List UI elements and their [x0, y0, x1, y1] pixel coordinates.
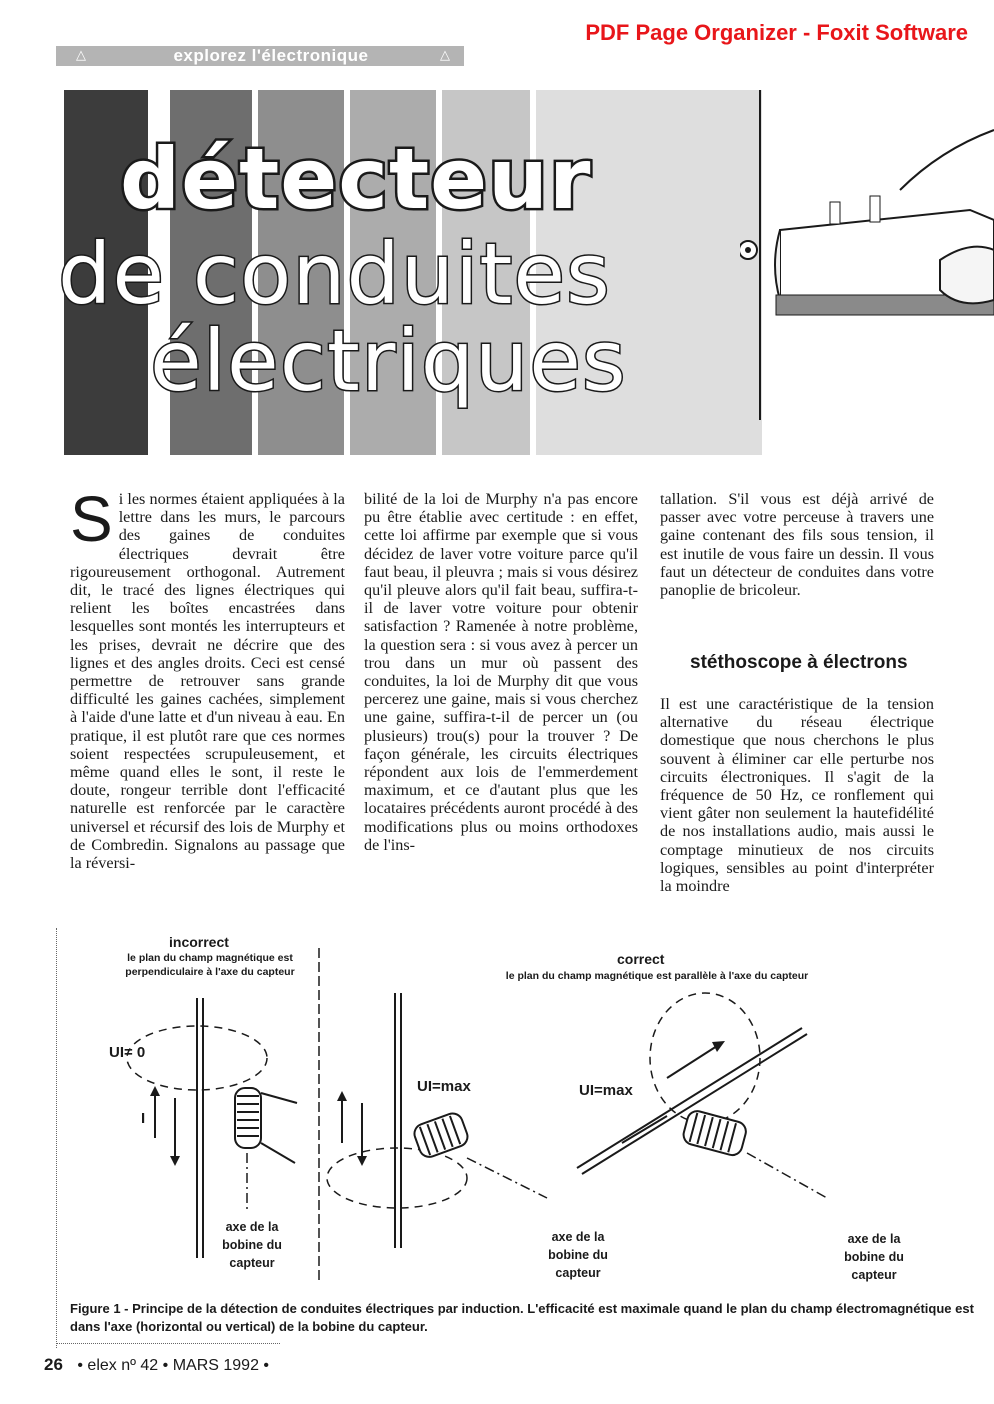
axis-label-3: axe de la bobine du capteur — [844, 1232, 904, 1282]
axis-label-1: axe de la bobine du capteur — [222, 1220, 282, 1270]
ul-max-label-2: UI=max — [579, 1082, 633, 1099]
triangle-right-icon: △ — [440, 48, 450, 63]
body-column-3: tallation. S'il vous est déjà arrivé de passer avec votre perceuse à travers une gaine contenant des fils sous tension, il est inutile de vous faire un dessin. Il vous faut un détecteur de conduites dans votre panoplie de bricoleur. — [660, 490, 934, 600]
column-1-text: i les normes étaient appliquées à la lettre dans les murs, le parcours des gaines de conduites électriques devrait être rigoureusement orthogonal. Autrement dit, le tracé des lignes électriques qui relient les boîtes encastrées dans lesquelles sont montés les interrupteurs et les prises, devrait ne décrire que des lignes et des angles droits. Ceci est censé permettre de retrouver sans grande difficulté les gaines cachées, simplement à l'aide d'une latte et d'un niveau à eau. En pratique, il est plutôt rare que ces normes soient respectées scrupuleusement, et même quand elles le sont, il reste le doute, rongeur terrible dont l'efficacité naturelle est renforcée par le caractère universel et récursif des lois de Murphy et de Combredin. Signalons au passage que la réversi- — [70, 490, 345, 873]
dropcap: S — [70, 483, 113, 555]
figure-1 — [56, 928, 987, 1348]
divider — [56, 1343, 280, 1344]
watermark-text: PDF Page Organizer - Foxit Software — [585, 20, 968, 45]
footer-text: • elex nº 42 • MARS 1992 • — [77, 1357, 270, 1374]
incorrect-title: incorrect — [169, 934, 229, 950]
title-banner — [58, 90, 764, 455]
correct-title: correct — [617, 951, 665, 967]
section-rubric — [56, 46, 464, 66]
body-column-2: bilité de la loi de Murphy n'a pas encore pu être établie avec certitude : en effet, cette loi affirme par exemple que si vous décidez de laver votre voiture parce qu'il faut beau, il pleuvra ; mais si vous désirez qu'il pleuve alors qu'il fait beau, suffira-t-il de laver votre voiture pour obtenir satisfaction ? Ramenée à notre problème, la question sera : si vous avez à percer un trou dans un mur où passent des conduites, la loi de Murphy dit que vous percerez une gaine, mais si vous cherchez une gaine, suffira-t-il de percer un (ou plusieurs) trou(s) pour la trouver ? De façon générale, les circuits électriques répondent aux lois de l'emmerdement maximum, et ce d'autant plus que les locataires précédents auront procédé à des modifications plus ou moins orthodoxes de l'ins- — [364, 490, 638, 854]
ul-zero-label: UI= 0 — [109, 1044, 146, 1061]
figure-caption: Figure 1 - Principe de la détection de conduites électriques par induction. L'efficacité est maximale quand le plan du champ électromagnétique est dans l'axe (horizontal ou vertical) de la bobine du capteur. — [70, 1301, 974, 1334]
axis-label-2: axe de la bobine du capteur — [548, 1230, 608, 1280]
section-heading: stéthoscope à électrons — [690, 652, 908, 673]
current-label: I — [141, 1110, 146, 1127]
title-line-1: détecteur — [120, 130, 592, 228]
ul-max-label-1: UI=max — [417, 1078, 471, 1095]
page-footer — [44, 1355, 269, 1375]
body-column-1 — [70, 483, 345, 873]
detector-illustration — [740, 90, 994, 450]
body-column-3-continued: Il est une caractéristique de la tension alternative du réseau électrique domestique que nous cherchons le plus souvent à éliminer car elle perturbe nos circuits électroniques. Il s'agit de la fréquence de 50 Hz, ce ronflement qui vient gâter non seulement la hautefidélité de nos installations audio, mais aussi le comptage minutieux de nos circuits logiques, sensibles au point d'interpréter la moindre — [660, 695, 934, 896]
correct-subtitle: le plan du champ magnétique est parallèle à l'axe du capteur — [505, 970, 809, 982]
page-number: 26 — [44, 1355, 63, 1374]
triangle-left-icon: △ — [76, 48, 86, 63]
incorrect-subtitle-2: perpendiculaire à l'axe du capteur — [125, 966, 295, 978]
title-line-3: électriques — [150, 312, 627, 410]
incorrect-subtitle-1: le plan du champ magnétique est — [127, 952, 293, 964]
rubric-label: explorez l'électronique — [173, 46, 369, 65]
title-line-2: de conduites — [58, 225, 611, 323]
